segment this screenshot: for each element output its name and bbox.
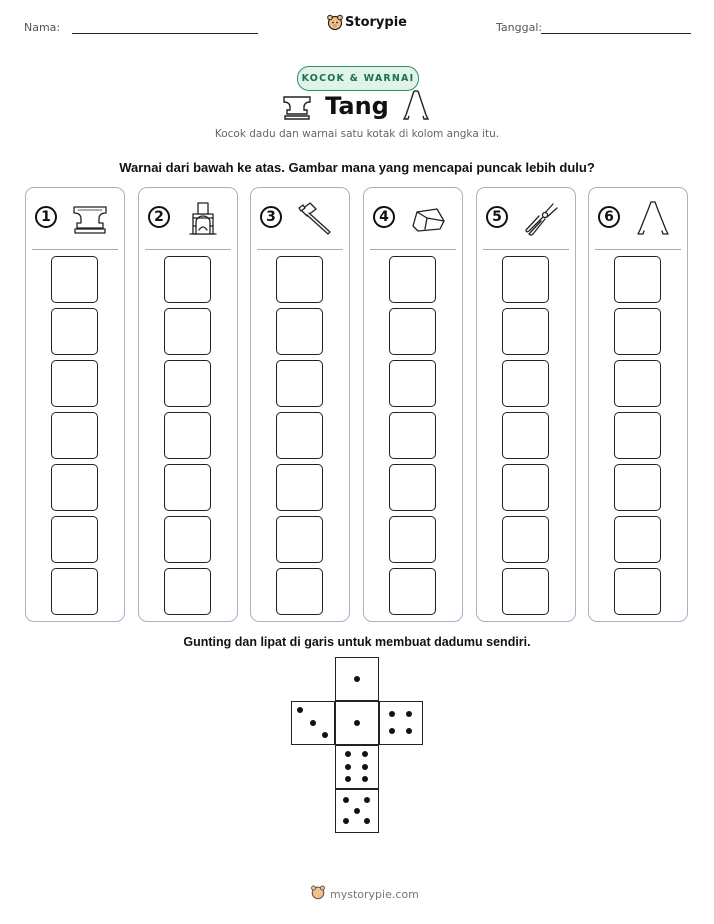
name-field[interactable] bbox=[72, 33, 258, 34]
color-box[interactable] bbox=[276, 360, 323, 407]
color-box[interactable] bbox=[51, 464, 98, 511]
color-box[interactable] bbox=[502, 464, 549, 511]
color-box[interactable] bbox=[502, 308, 549, 355]
brand-name: Storypie bbox=[345, 15, 407, 30]
dice-face-1 bbox=[335, 701, 379, 745]
dice-pip bbox=[310, 720, 316, 726]
color-box[interactable] bbox=[614, 308, 661, 355]
color-box[interactable] bbox=[276, 308, 323, 355]
color-box[interactable] bbox=[389, 256, 436, 303]
column-divider bbox=[483, 249, 569, 250]
tongs-icon bbox=[635, 200, 671, 236]
color-box[interactable] bbox=[502, 412, 549, 459]
anvil-icon bbox=[72, 200, 108, 236]
dice-face-3 bbox=[291, 701, 335, 745]
dice-pip bbox=[389, 711, 395, 717]
dice-pip bbox=[364, 797, 370, 803]
dice-pip bbox=[354, 720, 360, 726]
column-6 bbox=[588, 187, 688, 622]
dice-pip bbox=[322, 732, 328, 738]
column-number: 4 bbox=[373, 206, 395, 228]
color-box[interactable] bbox=[276, 568, 323, 615]
color-box[interactable] bbox=[389, 464, 436, 511]
color-box[interactable] bbox=[164, 568, 211, 615]
color-box[interactable] bbox=[164, 256, 211, 303]
color-box[interactable] bbox=[389, 412, 436, 459]
color-box[interactable] bbox=[164, 464, 211, 511]
dice-pip bbox=[297, 707, 303, 713]
subtitle: Kocok dadu dan warnai satu kotak di kolom angka itu. bbox=[214, 128, 500, 140]
color-box[interactable] bbox=[276, 464, 323, 511]
column-3 bbox=[250, 187, 350, 622]
furnace-icon bbox=[185, 200, 221, 236]
dice-pip bbox=[354, 808, 360, 814]
color-box[interactable] bbox=[276, 516, 323, 563]
date-label: Tanggal: bbox=[496, 21, 543, 34]
dice-pip bbox=[345, 776, 351, 782]
dice-pip bbox=[406, 711, 412, 717]
dice-face-5 bbox=[335, 789, 379, 833]
column-1 bbox=[25, 187, 125, 622]
dice-face-4 bbox=[379, 701, 423, 745]
column-divider bbox=[32, 249, 118, 250]
tongs-icon bbox=[402, 89, 430, 123]
color-box[interactable] bbox=[614, 360, 661, 407]
date-field[interactable] bbox=[541, 33, 691, 34]
game-badge: KOCOK & WARNAI bbox=[297, 66, 419, 91]
storypie-footer-icon bbox=[310, 884, 326, 900]
color-box[interactable] bbox=[614, 464, 661, 511]
column-divider bbox=[595, 249, 681, 250]
dice-face-6 bbox=[335, 745, 379, 789]
color-box[interactable] bbox=[502, 568, 549, 615]
dice-pip bbox=[345, 764, 351, 770]
color-box[interactable] bbox=[51, 308, 98, 355]
dice-pip bbox=[343, 797, 349, 803]
column-5 bbox=[476, 187, 576, 622]
column-number: 2 bbox=[148, 206, 170, 228]
dice-pip bbox=[389, 728, 395, 734]
color-box[interactable] bbox=[614, 568, 661, 615]
column-number: 5 bbox=[486, 206, 508, 228]
dice-pip bbox=[362, 764, 368, 770]
hammer-icon bbox=[297, 200, 333, 236]
pliers-icon bbox=[523, 200, 559, 236]
color-box[interactable] bbox=[51, 516, 98, 563]
dice-pip bbox=[354, 676, 360, 682]
dice-pip bbox=[406, 728, 412, 734]
dice-pip bbox=[364, 818, 370, 824]
column-divider bbox=[145, 249, 231, 250]
footer-url: mystorypie.com bbox=[330, 888, 419, 901]
column-2 bbox=[138, 187, 238, 622]
color-box[interactable] bbox=[51, 412, 98, 459]
dice-face-1 bbox=[335, 657, 379, 701]
color-box[interactable] bbox=[614, 256, 661, 303]
dice-pip bbox=[362, 776, 368, 782]
column-number: 1 bbox=[35, 206, 57, 228]
column-4 bbox=[363, 187, 463, 622]
color-box[interactable] bbox=[502, 516, 549, 563]
color-box[interactable] bbox=[614, 516, 661, 563]
color-box[interactable] bbox=[51, 256, 98, 303]
color-box[interactable] bbox=[51, 360, 98, 407]
color-box[interactable] bbox=[164, 308, 211, 355]
color-box[interactable] bbox=[389, 516, 436, 563]
color-box[interactable] bbox=[614, 412, 661, 459]
dice-pip bbox=[345, 751, 351, 757]
column-number: 6 bbox=[598, 206, 620, 228]
color-box[interactable] bbox=[164, 360, 211, 407]
cut-instruction: Gunting dan lipat di garis untuk membuat dadumu sendiri. bbox=[183, 635, 531, 649]
color-box[interactable] bbox=[389, 360, 436, 407]
column-number: 3 bbox=[260, 206, 282, 228]
metal-ingot-icon bbox=[410, 200, 446, 236]
color-box[interactable] bbox=[164, 516, 211, 563]
color-box[interactable] bbox=[389, 568, 436, 615]
dice-pip bbox=[362, 751, 368, 757]
color-box[interactable] bbox=[276, 256, 323, 303]
color-box[interactable] bbox=[51, 568, 98, 615]
color-box[interactable] bbox=[164, 412, 211, 459]
instruction: Warnai dari bawah ke atas. Gambar mana yang mencapai puncak lebih dulu? bbox=[119, 160, 595, 175]
storypie-logo-icon bbox=[326, 13, 344, 31]
page-title: Tang bbox=[325, 92, 389, 120]
color-box[interactable] bbox=[389, 308, 436, 355]
color-box[interactable] bbox=[502, 360, 549, 407]
column-divider bbox=[370, 249, 456, 250]
column-divider bbox=[257, 249, 343, 250]
color-box[interactable] bbox=[502, 256, 549, 303]
anvil-icon bbox=[282, 93, 312, 121]
name-label: Nama: bbox=[24, 21, 61, 34]
dice-pip bbox=[343, 818, 349, 824]
color-box[interactable] bbox=[276, 412, 323, 459]
